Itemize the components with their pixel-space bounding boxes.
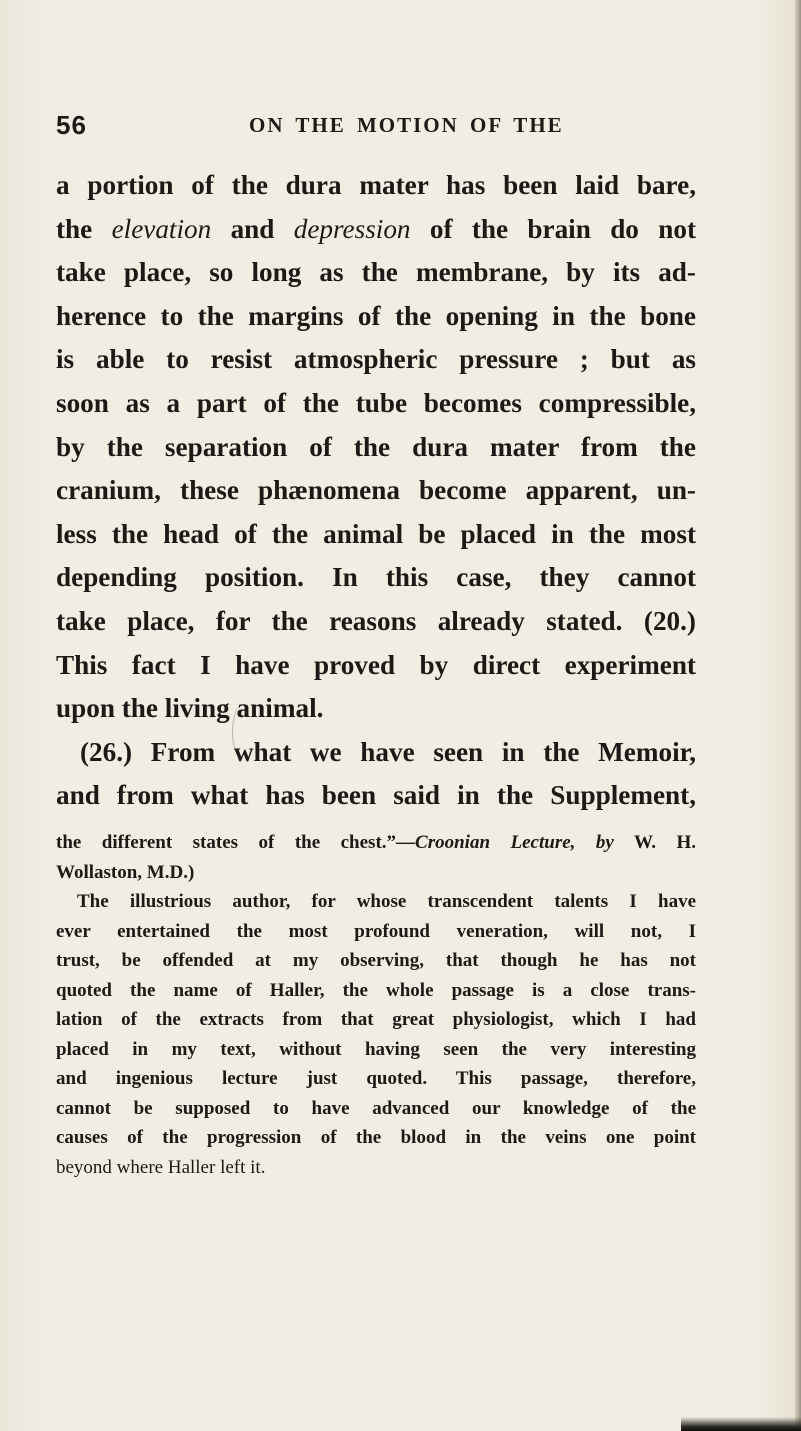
footnote-line: cannot be supposed to have advanced our knowledge of the — [56, 1097, 696, 1119]
body-line: cranium, these phænomena become apparent, un- — [56, 475, 696, 506]
body-line: upon the living animal. — [56, 693, 324, 724]
body-line: and from what has been said in the Supplement, — [56, 780, 696, 811]
main-body-text — [56, 164, 696, 818]
pencil-mark — [232, 702, 259, 762]
footnote-line: trust, be offended at my observing, that though he has not — [56, 950, 696, 971]
body-line: is able to resist atmospheric pressure ; but as — [56, 344, 696, 375]
footnote-line: lation of the extracts from that great physiologist, which I had — [56, 1009, 696, 1030]
body-line: soon as a part of the tube becomes compressible, — [56, 387, 696, 418]
paragraph-26-start: (26.) From what we have seen in the Memoir, — [80, 736, 696, 767]
page-edge-shadow — [795, 0, 801, 1431]
running-head — [56, 110, 696, 144]
footnote-line: placed in my text, without having seen the very interesting — [56, 1038, 696, 1060]
page-corner-shadow — [681, 1417, 801, 1431]
footnote-line: beyond where Haller left it. — [56, 1156, 266, 1178]
body-line: depending position. In this case, they cannot — [56, 562, 696, 593]
body-line: herence to the margins of the opening in the bone — [56, 300, 696, 331]
body-line: by the separation of the dura mater from the — [56, 431, 696, 462]
emphasis-depression: depression — [293, 213, 411, 244]
body-line: less the head of the animal be placed in the most — [56, 518, 696, 549]
body-line: This fact I have proved by direct experiment — [56, 649, 696, 680]
footnote-line: quoted the name of Haller, the whole passage is a close trans- — [56, 979, 696, 1001]
footnote-line: and ingenious lecture just quoted. This passage, therefore, — [56, 1068, 696, 1089]
body-line: the elevation and depression of the brain do not — [56, 213, 696, 244]
footnote-line: Wollaston, M.D.) — [56, 861, 195, 883]
citation-croonian-lecture: Croonian Lecture, by — [415, 832, 614, 853]
page-number: 56 — [56, 110, 87, 140]
running-title: ON THE MOTION OF THE — [249, 113, 564, 137]
body-line: a portion of the dura mater has been laid bare, — [56, 170, 696, 200]
footnote-line: causes of the progression of the blood in the veins one point — [56, 1127, 696, 1148]
body-line: take place, for the reasons already stated. (20.) — [56, 605, 696, 636]
body-line: take place, so long as the membrane, by its ad- — [56, 257, 696, 288]
footnote-line: ever entertained the most profound veneration, will not, I — [56, 920, 696, 942]
footnote-paragraph-start: The illustrious author, for whose transcendent talents I have — [77, 891, 696, 912]
footnote-line: the different states of the chest.”—Croonian Lecture, by W. H. — [56, 832, 696, 853]
footnote-text — [56, 828, 696, 1182]
emphasis-elevation: elevation — [111, 213, 212, 244]
